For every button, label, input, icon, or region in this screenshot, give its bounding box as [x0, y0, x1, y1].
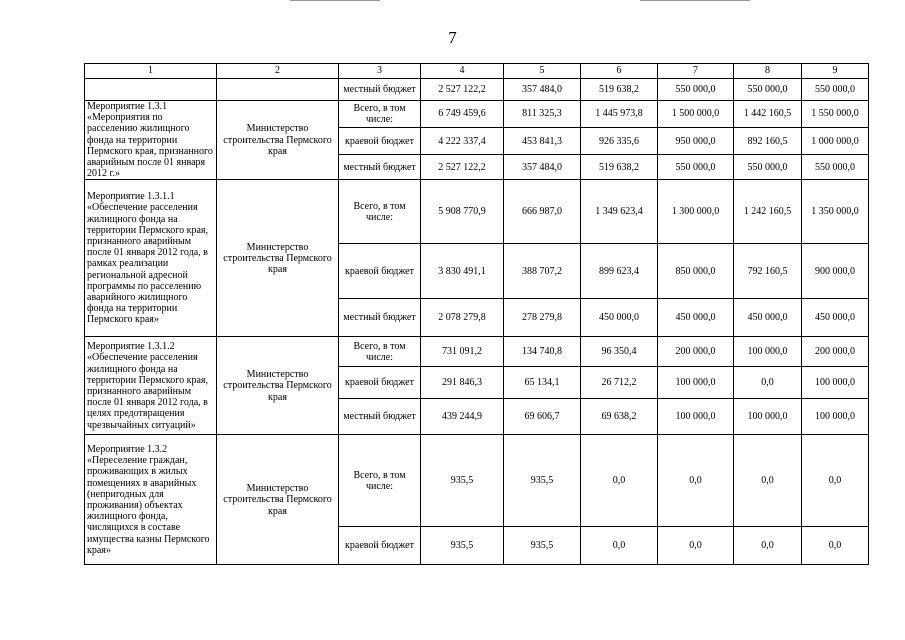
funding-source-cell: Всего, в том числе: — [339, 180, 421, 244]
column-header: 4 — [421, 64, 504, 79]
executor-cell: Министерство строительства Пермского края — [217, 435, 339, 565]
table-row — [85, 337, 869, 367]
amount-cell: 2 527 122,2 — [421, 79, 504, 101]
executor-cell: Министерство строительства Пермского края — [217, 101, 339, 180]
amount-cell: 1 242 160,5 — [734, 180, 802, 244]
column-header: 3 — [339, 64, 421, 79]
amount-cell: 550 000,0 — [802, 155, 869, 180]
funding-source-cell: местный бюджет — [339, 155, 421, 180]
amount-cell: 850 000,0 — [658, 244, 734, 299]
event-name-cell: Мероприятие 1.3.1 «Мероприятия по расселению жилищного фонда на территории Пермского края, признанного аварийным после 01 января 2012 г.» — [85, 101, 217, 180]
amount-cell: 26 712,2 — [581, 367, 658, 399]
column-header: 8 — [734, 64, 802, 79]
funding-source-cell: местный бюджет — [339, 79, 421, 101]
amount-cell: 2 527 122,2 — [421, 155, 504, 180]
funding-source-cell: местный бюджет — [339, 299, 421, 337]
amount-cell: 450 000,0 — [802, 299, 869, 337]
amount-cell: 450 000,0 — [734, 299, 802, 337]
amount-cell: 1 350 000,0 — [802, 180, 869, 244]
amount-cell: 0,0 — [658, 527, 734, 565]
funding-source-cell: Всего, в том числе: — [339, 337, 421, 367]
amount-cell: 0,0 — [581, 435, 658, 527]
amount-cell: 950 000,0 — [658, 128, 734, 155]
amount-cell: 1 445 973,8 — [581, 101, 658, 128]
amount-cell: 900 000,0 — [802, 244, 869, 299]
amount-cell: 731 091,2 — [421, 337, 504, 367]
amount-cell: 357 484,0 — [504, 155, 581, 180]
event-name-cell: Мероприятие 1.3.2 «Переселение граждан, проживающих в жилых помещениях в аварийных (непригодных для проживания) объектах жилищного фонда, числящихся в составе имущества казны Пермского края» — [85, 435, 217, 565]
amount-cell: 2 078 279,8 — [421, 299, 504, 337]
amount-cell: 519 638,2 — [581, 155, 658, 180]
amount-cell: 792 160,5 — [734, 244, 802, 299]
amount-cell: 899 623,4 — [581, 244, 658, 299]
amount-cell: 935,5 — [421, 435, 504, 527]
amount-cell: 200 000,0 — [658, 337, 734, 367]
amount-cell: 935,5 — [504, 435, 581, 527]
amount-cell: 811 325,3 — [504, 101, 581, 128]
amount-cell: 100 000,0 — [802, 367, 869, 399]
amount-cell: 0,0 — [734, 367, 802, 399]
funding-source-cell: Всего, в том числе: — [339, 101, 421, 128]
amount-cell: 5 908 770,9 — [421, 180, 504, 244]
top-scan-rule — [640, 0, 750, 1]
amount-cell: 0,0 — [802, 435, 869, 527]
amount-cell: 550 000,0 — [658, 79, 734, 101]
amount-cell: 65 134,1 — [504, 367, 581, 399]
executor-cell — [217, 79, 339, 101]
event-name-cell: Мероприятие 1.3.1.1 «Обеспечение расселения жилищного фонда на территории Пермского края, признанного аварийным после 01 января 2012 года, в рамках реализации региональной адресной программы по расселению аварийного жилищного фонда на территории Пермского края» — [85, 180, 217, 337]
amount-cell: 100 000,0 — [734, 399, 802, 435]
funding-source-cell: краевой бюджет — [339, 367, 421, 399]
table-row — [85, 79, 869, 101]
amount-cell: 892 160,5 — [734, 128, 802, 155]
amount-cell: 1 300 000,0 — [658, 180, 734, 244]
budget-table — [84, 63, 869, 565]
amount-cell: 100 000,0 — [658, 399, 734, 435]
amount-cell: 519 638,2 — [581, 79, 658, 101]
amount-cell: 0,0 — [658, 435, 734, 527]
amount-cell: 450 000,0 — [581, 299, 658, 337]
event-name-cell: Мероприятие 1.3.1.2 «Обеспечение расселения жилищного фонда на территории Пермского края, признанного аварийным после 01 января 2012 года, в целях предотвращения чрезвычайных ситуаций» — [85, 337, 217, 435]
amount-cell: 1 000 000,0 — [802, 128, 869, 155]
amount-cell: 100 000,0 — [734, 337, 802, 367]
amount-cell: 1 349 623,4 — [581, 180, 658, 244]
amount-cell: 450 000,0 — [658, 299, 734, 337]
amount-cell: 935,5 — [421, 527, 504, 565]
amount-cell: 3 830 491,1 — [421, 244, 504, 299]
amount-cell: 550 000,0 — [734, 155, 802, 180]
amount-cell: 4 222 337,4 — [421, 128, 504, 155]
page-number: 7 — [448, 28, 457, 47]
amount-cell: 388 707,2 — [504, 244, 581, 299]
amount-cell: 96 350,4 — [581, 337, 658, 367]
table-row — [85, 435, 869, 527]
amount-cell: 134 740,8 — [504, 337, 581, 367]
funding-source-cell: Всего, в том числе: — [339, 435, 421, 527]
amount-cell: 1 550 000,0 — [802, 101, 869, 128]
amount-cell: 1 500 000,0 — [658, 101, 734, 128]
column-header: 7 — [658, 64, 734, 79]
amount-cell: 926 335,6 — [581, 128, 658, 155]
amount-cell: 100 000,0 — [658, 367, 734, 399]
column-header: 1 — [85, 64, 217, 79]
funding-source-cell: краевой бюджет — [339, 527, 421, 565]
amount-cell: 666 987,0 — [504, 180, 581, 244]
executor-cell: Министерство строительства Пермского края — [217, 337, 339, 435]
amount-cell: 69 606,7 — [504, 399, 581, 435]
amount-cell: 935,5 — [504, 527, 581, 565]
executor-cell: Министерство строительства Пермского края — [217, 180, 339, 337]
funding-source-cell: краевой бюджет — [339, 128, 421, 155]
top-scan-rule — [290, 0, 380, 1]
amount-cell: 0,0 — [581, 527, 658, 565]
amount-cell: 439 244,9 — [421, 399, 504, 435]
amount-cell: 550 000,0 — [734, 79, 802, 101]
table-row — [85, 101, 869, 128]
column-header: 6 — [581, 64, 658, 79]
column-header: 9 — [802, 64, 869, 79]
amount-cell: 0,0 — [734, 435, 802, 527]
amount-cell: 0,0 — [734, 527, 802, 565]
amount-cell: 453 841,3 — [504, 128, 581, 155]
funding-source-cell: краевой бюджет — [339, 244, 421, 299]
header-row — [85, 64, 869, 79]
funding-source-cell: местный бюджет — [339, 399, 421, 435]
amount-cell: 200 000,0 — [802, 337, 869, 367]
amount-cell: 278 279,8 — [504, 299, 581, 337]
amount-cell: 291 846,3 — [421, 367, 504, 399]
column-header: 2 — [217, 64, 339, 79]
amount-cell: 357 484,0 — [504, 79, 581, 101]
table-row — [85, 180, 869, 244]
amount-cell: 69 638,2 — [581, 399, 658, 435]
amount-cell: 0,0 — [802, 527, 869, 565]
amount-cell: 100 000,0 — [802, 399, 869, 435]
event-name-cell — [85, 79, 217, 101]
column-header: 5 — [504, 64, 581, 79]
amount-cell: 1 442 160,5 — [734, 101, 802, 128]
amount-cell: 550 000,0 — [802, 79, 869, 101]
amount-cell: 550 000,0 — [658, 155, 734, 180]
amount-cell: 6 749 459,6 — [421, 101, 504, 128]
